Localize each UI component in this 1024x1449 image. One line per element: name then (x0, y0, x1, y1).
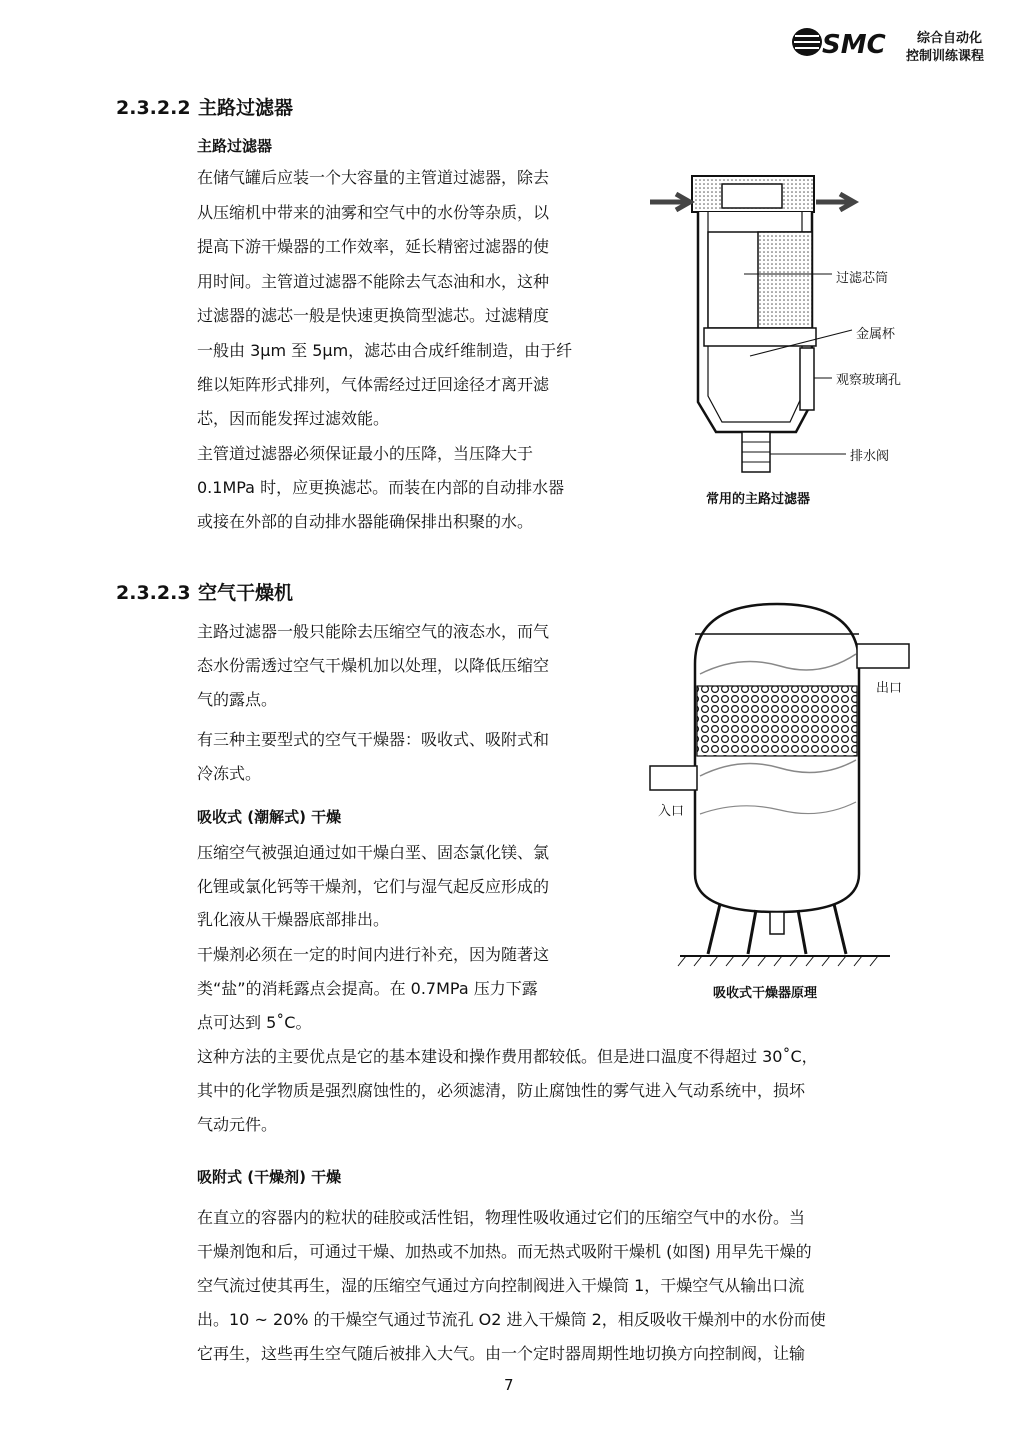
subsection-heading: 主路过滤器 (197, 137, 273, 155)
paragraph-line: 出。10 ~ 20% 的干燥空气通过节流孔 O2 进入干燥筒 2，相反吸收干燥剂中的水份而使 (197, 1310, 826, 1329)
figure-caption-filter: 常用的主路过滤器 (706, 492, 811, 507)
paragraph-line: 空气流过使其再生，湿的压缩空气通过方向控制阀进入干燥筒 1，干燥空气从输出口流 (197, 1276, 805, 1295)
paragraph-line: 在直立的容器内的粒状的硅胶或活性铝，物理性吸收通过它们的压缩空气中的水份。当 (197, 1208, 806, 1227)
paragraph-line: 气的露点。 (197, 690, 278, 709)
paragraph-line: 或接在外部的自动排水器能确保排出积聚的水。 (197, 512, 534, 531)
dryer-vessel (695, 604, 859, 912)
section-title: 主路过滤器 (198, 97, 294, 119)
paragraph-line: 提高下游干燥器的工作效率，延长精密过滤器的使 (197, 237, 550, 256)
subsection-heading-absorption: 吸收式 (潮解式) 干燥 (197, 808, 342, 826)
section-number: 2.3.2.3 (116, 582, 191, 604)
brand-title: 综合自动化 (917, 31, 983, 46)
label-sight-glass: 观察玻璃孔 (836, 373, 902, 388)
paragraph-line: 态水份需透过空气干燥机加以处理，以降低压缩空 (197, 656, 550, 675)
paragraph-line: 类“盐”的消耗露点会提高。在 0.7MPa 压力下露 (197, 979, 538, 998)
section-title: 空气干燥机 (198, 582, 294, 604)
paragraph-line: 气动元件。 (197, 1115, 278, 1134)
paragraph-line: 在储气罐后应装一个大容量的主管道过滤器，除去 (197, 168, 550, 187)
figure-caption-dryer: 吸收式干燥器原理 (713, 986, 818, 1001)
paragraph-line: 过滤器的滤芯一般是快速更换筒型滤芯。过滤精度 (197, 306, 550, 325)
section-heading-main-filter (116, 93, 293, 120)
smc-logo (790, 22, 906, 62)
paragraph-line: 乳化液从干燥器底部排出。 (197, 910, 390, 929)
paragraph-line: 其中的化学物质是强烈腐蚀性的，必须滤清，防止腐蚀性的雾气进入气动系统中，损坏 (197, 1081, 806, 1100)
page-number: 7 (504, 1376, 514, 1394)
dryer-drain (770, 912, 784, 934)
paragraph-line: 主管道过滤器必须保证最小的压降，当压降大于 (197, 444, 534, 463)
absorption-dryer-diagram (650, 604, 920, 970)
paragraph-line: 化锂或氯化钙等干燥剂，它们与湿气起反应形成的 (197, 877, 550, 896)
desiccant-bed (697, 686, 857, 756)
paragraph-line: 0.1MPa 时，应更换滤芯。而装在内部的自动排水器 (197, 478, 565, 497)
brand-subtitle: 控制训练课程 (906, 49, 985, 64)
paragraph-line: 用时间。主管道过滤器不能除去气态油和水，这种 (197, 272, 550, 291)
paragraph-line: 从压缩机中带来的油雾和空气中的水份等杂质，以 (197, 203, 550, 222)
label-inlet: 入口 (658, 804, 685, 819)
paragraph-line: 点可达到 5˚C。 (197, 1013, 312, 1032)
paragraph-line: 干燥剂饱和后，可通过干燥、加热或不加热。而无热式吸附干燥机 (如图) 用早先干燥的 (197, 1242, 812, 1261)
paragraph-line: 冷冻式。 (197, 764, 262, 783)
section-number: 2.3.2.2 (116, 97, 191, 119)
section-heading-air-dryer (116, 578, 293, 605)
inlet-arrow (650, 194, 690, 210)
label-drain-valve: 排水阀 (850, 449, 890, 464)
inlet-pipe (650, 766, 697, 790)
sight-glass (800, 348, 814, 410)
filter-head-port (722, 184, 782, 208)
paragraph-line: 干燥剂必须在一定的时间内进行补充，因为随著这 (197, 945, 550, 964)
paragraph-line: 主路过滤器一般只能除去压缩空气的液态水，而气 (197, 622, 550, 641)
outlet-arrow (816, 194, 854, 210)
label-metal-bowl: 金属杯 (856, 327, 896, 342)
paragraph-line: 维以矩阵形式排列，气体需经过迂回途径才离开滤 (197, 375, 550, 394)
paragraph-line: 压缩空气被强迫通过如干燥白垩、固态氯化镁、氯 (197, 843, 550, 862)
filter-element-media (758, 232, 812, 328)
outlet-pipe (857, 644, 909, 668)
paragraph-line: 有三种主要型式的空气干燥器：吸收式、吸附式和 (197, 730, 550, 749)
paragraph-line: 一般由 3µm 至 5µm，滤芯由合成纤维制造，由于纤 (197, 341, 573, 360)
smc-logo-text: SMC (822, 30, 886, 60)
label-filter-cartridge: 过滤芯筒 (836, 271, 889, 286)
paragraph-line: 它再生，这些再生空气随后被排入大气。由一个定时器周期性地切换方向控制阀，让输 (197, 1344, 806, 1363)
paragraph-line: 芯，因而能发挥过滤效能。 (197, 409, 390, 428)
label-outlet: 出口 (876, 681, 903, 696)
subsection-heading-adsorption: 吸附式 (干燥剂) 干燥 (197, 1168, 342, 1186)
paragraph-line: 这种方法的主要优点是它的基本建设和操作费用都较低。但是进口温度不得超过 30˚C， (197, 1047, 818, 1066)
